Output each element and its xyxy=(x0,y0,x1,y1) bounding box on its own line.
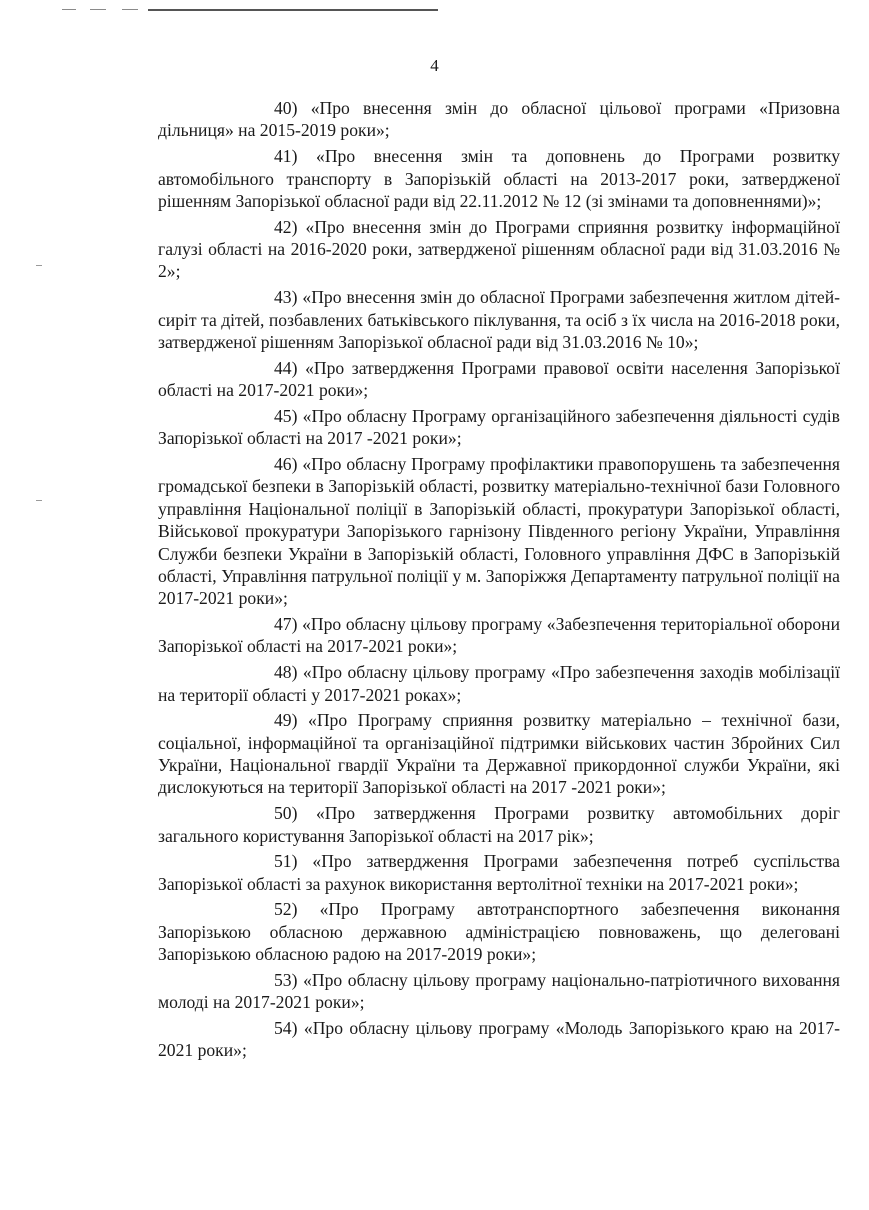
item-text: «Про обласну Програму організаційного забезпечення діяльності судів Запорізької області на 2017 -2021 роки»; xyxy=(158,405,840,449)
list-item xyxy=(158,145,840,212)
item-number: 50) xyxy=(274,803,298,824)
scan-artifact-line xyxy=(90,9,106,10)
item-text: «Про Програму сприяння розвитку матеріально – технічної бази, соціальної, інформаційної та організаційної підтримки військових частин Збройних Сил України, Національної гвардії України та Державної прикордонної служби України, які дислокуються на території Запорізької області на 2017 -2021 роки»; xyxy=(158,710,840,798)
scan-artifact-line xyxy=(62,9,76,10)
item-text: «Про обласну цільову програму «Молодь Запорізького краю на 2017-2021 роки»; xyxy=(158,1018,840,1061)
item-text: «Про обласну цільову програму національно-патріотичного виховання молоді на 2017-2021 роки»; xyxy=(158,969,840,1013)
item-text: «Про обласну Програму профілактики правопорушень та забезпечення громадської безпеки в Запорізькій області, розвитку матеріально-технічної бази Головного управління Національної поліції в Запорізькій області, прокуратури Запорізької області, Військової прокуратури Запорізького гарнізону Південного регіону України, Управління Служби безпеки України в Запорізькій області, Головного управління ДФС в Запорізькій області, Управління патрульної поліції у м. Запоріжжя Департаменту патрульної поліції на 2017-2021 роки»; xyxy=(158,453,840,609)
list-item xyxy=(158,802,840,847)
item-number: 42) xyxy=(274,216,298,237)
item-text: «Про Програму автотранспортного забезпечення виконання Запорізькою обласною державною адміністрацією повноважень, що делеговані Запорізькою обласною радою на 2017-2019 роки»; xyxy=(158,899,840,965)
list-item xyxy=(158,709,840,799)
item-text: «Про затвердження Програми правової освіти населення Запорізької області на 2017-2021 роки»; xyxy=(158,357,840,401)
item-number: 43) xyxy=(274,287,298,308)
item-number: 47) xyxy=(274,614,298,635)
item-number: 40) xyxy=(274,98,298,118)
margin-mark xyxy=(36,500,42,501)
list-item xyxy=(158,850,840,895)
margin-mark xyxy=(36,265,42,266)
item-number: 41) xyxy=(274,146,298,167)
item-number: 46) xyxy=(274,453,298,474)
item-text: «Про затвердження Програми розвитку автомобільних доріг загального користування Запорізької області на 2017 рік»; xyxy=(158,803,840,846)
list-item xyxy=(158,1017,840,1062)
item-number: 53) xyxy=(274,969,298,990)
scan-artifact-line xyxy=(122,9,138,10)
list-item xyxy=(158,661,840,706)
item-number: 49) xyxy=(274,710,298,731)
item-number: 44) xyxy=(274,357,298,378)
item-number: 54) xyxy=(274,1018,298,1038)
list-item xyxy=(158,286,840,353)
item-text: «Про затвердження Програми забезпечення потреб суспільства Запорізької області за рахунок використання вертолітної техніки на 2017-2021 роки»; xyxy=(158,851,840,894)
item-number: 52) xyxy=(274,899,298,920)
list-item xyxy=(158,405,840,450)
item-text: «Про внесення змін до Програми сприяння розвитку інформаційної галузі області на 2016-2020 роки, затвердженої рішенням обласної ради від 31.03.2016 № 2»; xyxy=(158,216,840,282)
item-text: «Про обласну цільову програму «Забезпечення територіальної оборони Запорізької області на 2017-2021 роки»; xyxy=(158,614,840,657)
item-number: 45) xyxy=(274,405,298,426)
document-body xyxy=(158,97,840,1065)
list-item xyxy=(158,216,840,283)
item-text: «Про внесення змін та доповнень до Програми розвитку автомобільного транспорту в Запорізькій області на 2013-2017 роки, затвердженої рішенням Запорізької обласної ради від 22.11.2012 № 12 (зі змінами та доповненнями)»; xyxy=(158,146,840,211)
list-item xyxy=(158,898,840,965)
page-number: 4 xyxy=(430,56,439,75)
list-item xyxy=(158,453,840,610)
item-text: «Про внесення змін до обласної цільової програми «Призовна дільниця» на 2015-2019 роки»; xyxy=(158,98,840,141)
list-item xyxy=(158,97,840,142)
item-number: 48) xyxy=(274,662,298,683)
item-text: «Про обласну цільову програму «Про забезпечення заходів мобілізації на території області у 2017-2021 роках»; xyxy=(158,662,840,705)
list-item xyxy=(158,613,840,658)
item-text: «Про внесення змін до обласної Програми забезпечення житлом дітей-сиріт та дітей, позбавлених батьківського піклування, та осіб з їх числа на 2016-2018 роки, затвердженої рішенням Запорізької обласної ради від 31.03.2016 № 10»; xyxy=(158,287,840,352)
item-number: 51) xyxy=(274,851,298,872)
list-item xyxy=(158,969,840,1014)
scan-artifact-line xyxy=(148,9,438,11)
list-item xyxy=(158,357,840,402)
